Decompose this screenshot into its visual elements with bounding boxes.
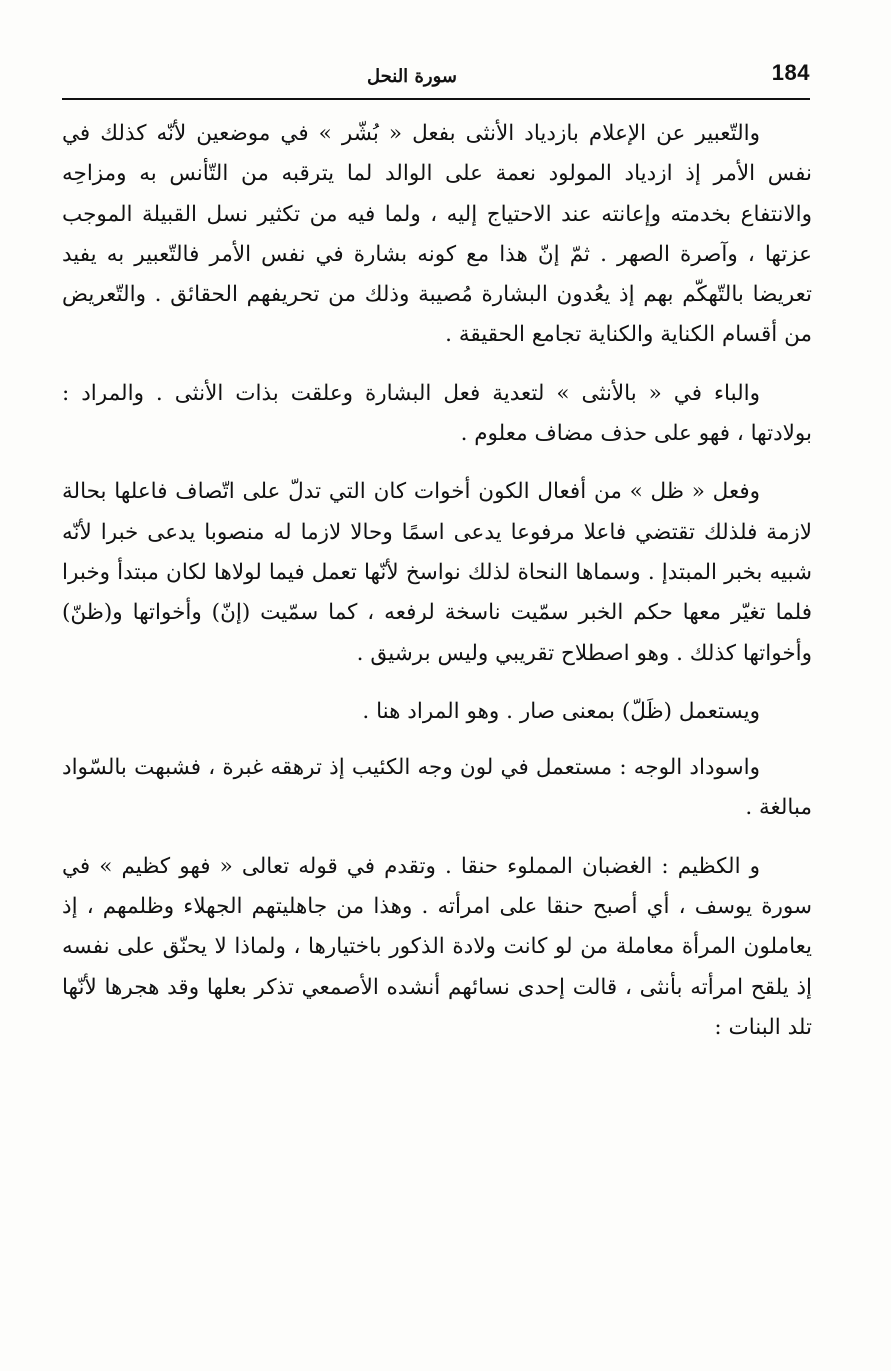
paragraph: والتّعبير عن الإعلام بازدياد الأنثى بفعل « بُشّر » في موضعين لأنّه كذلك في نفس الأمر إذ ازدياد المولود نعمة على الوالد لما يترقبه من التّأنس به ومزاحِه والانتفاع بخدمته وإعانته عند الاحتياج إليه ، ولما فيه من تكثير نسل القبيلة الموجب عزتها ، وآصرة الصهر . ثمّ إنّ هذا مع كونه بشارة في نفس الأمر فالتّعبير به يفيد تعريضا بالتّهكّم بهم إذ يعُدون البشارة مُصيبة وذلك من تحريفهم الحقائق . والتّعريض من أقسام الكناية والكناية تجامع الحقيقة .	[62, 121, 812, 348]
running-title: سورة النحل	[367, 66, 457, 87]
paragraph: واسوداد الوجه : مستعمل في لون وجه الكئيب إذ ترهقه غبرة ، فشبهت بالسّواد مبالغة .	[62, 755, 812, 821]
paragraph: ويستعمل (ظَلّ) بمعنى صار . وهو المراد هنا .	[362, 698, 760, 724]
paragraph: و الكظيم : الغضبان المملوء حنقا . وتقدم في قوله تعالى « فهو كظيم » في سورة يوسف ، أي أصبح حنقا على امرأته . وهذا من جاهليتهم الجهلاء وظلمهم ، إذ يعاملون المرأة معاملة من لو كانت ولادة الذكور باختيارها ، ولماذا لا يحنّق على نفسه إذ يلقح امرأته بأنثى ، قالت إحدى نسائهم أنشده الأصمعي تذكر بعلها وقد هجرها لأنّها تلد البنات :	[62, 853, 812, 1040]
paragraph: وفعل « ظل » من أفعال الكون أخوات كان التي تدلّ على اتّصاف فاعلها بحالة لازمة فلذلك تقتضي فاعلا مرفوعا يدعى اسمًا وحالا لازما له منصوبا يدعى خبرا لأنّه شبيه بخبر المبتدإ . وسماها النحاة لذلك نواسخ لأنّها تعمل فيما لولاها لكان مبتدأ وخبرا فلما تغيّر معها حكم الخبر سمّيت ناسخة لرفعه ، كما سمّيت (إنّ) وأخواتها و(ظنّ) وأخواتها كذلك . وهو اصطلاح تقريبي وليس برشيق .	[62, 479, 812, 666]
paragraph: والباء في « بالأنثى » لتعدية فعل البشارة وعلقت بذات الأنثى . والمراد : بولادتها ، فهو على حذف مضاف معلوم .	[62, 380, 812, 447]
body-text	[62, 114, 812, 1066]
page-number: 184	[771, 60, 810, 85]
page-header	[62, 56, 810, 100]
